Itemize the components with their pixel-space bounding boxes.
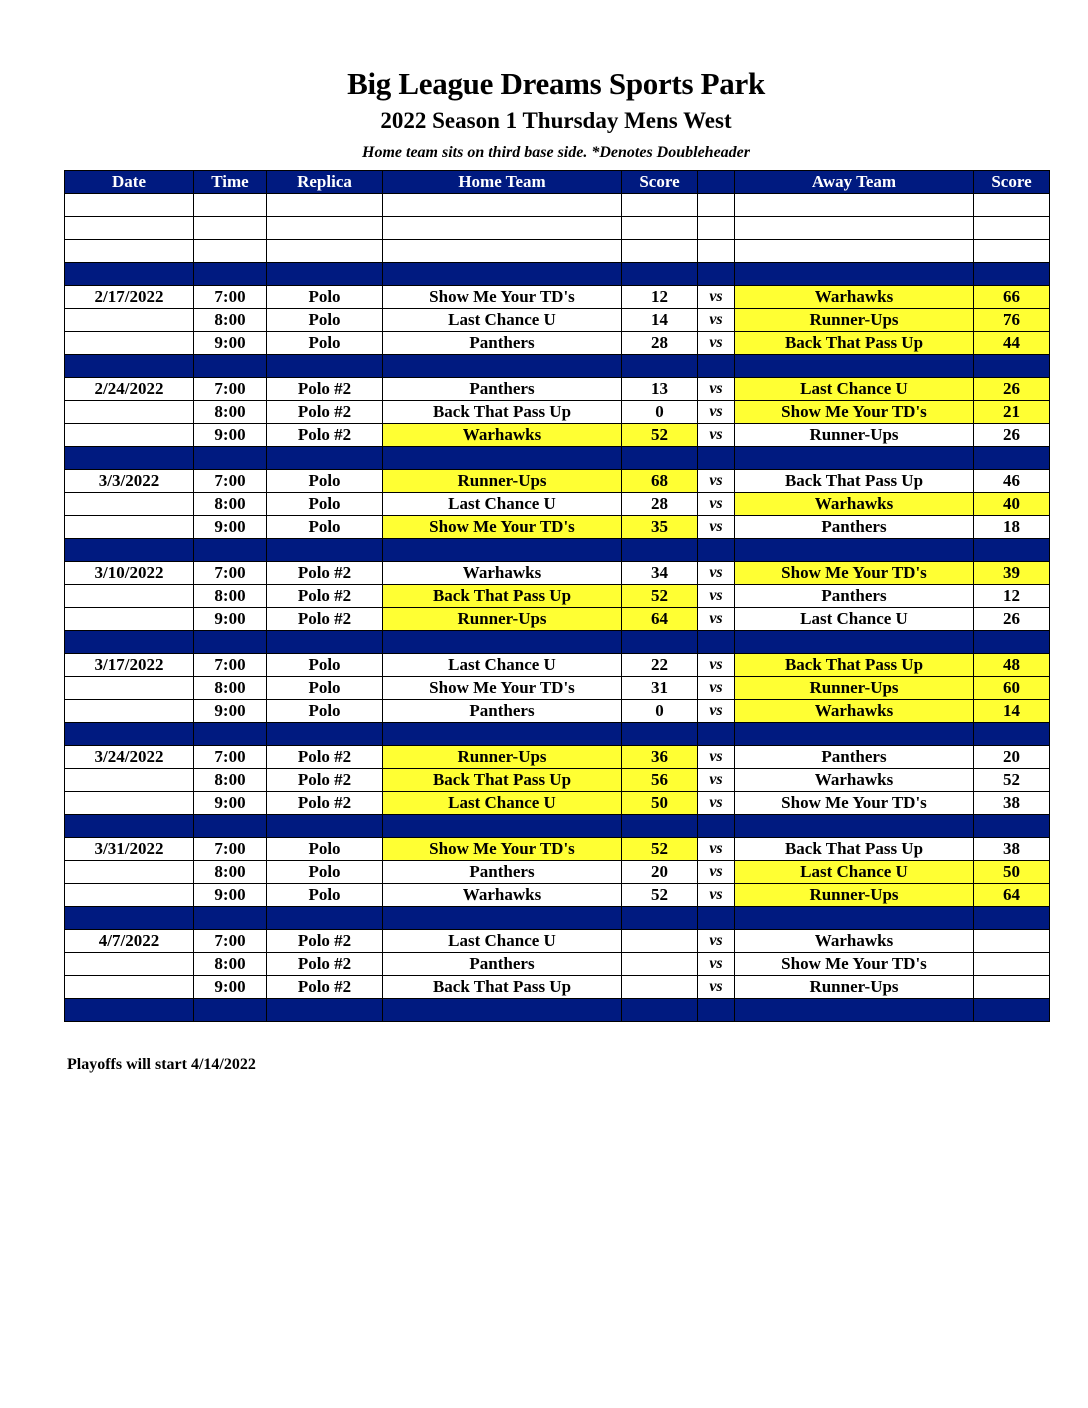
away-team-cell: Warhawks: [735, 769, 974, 792]
home-team-cell: Runner-Ups: [383, 608, 622, 631]
table-row: [65, 401, 1050, 424]
date-cell: 2/17/2022: [65, 286, 194, 309]
separator-row: [65, 907, 1050, 930]
table-row: [65, 746, 1050, 769]
vs-cell: vs: [698, 585, 735, 608]
field-cell: Polo: [267, 838, 383, 861]
time-cell: 7:00: [194, 378, 267, 401]
field-cell: Polo: [267, 470, 383, 493]
date-cell: [65, 953, 194, 976]
field-cell: Polo #2: [267, 930, 383, 953]
separator-row: [65, 631, 1050, 654]
date-cell: 3/3/2022: [65, 470, 194, 493]
date-cell: [65, 332, 194, 355]
date-cell: [65, 608, 194, 631]
home-team-cell: Panthers: [383, 700, 622, 723]
away-score-cell: 18: [974, 516, 1050, 539]
vs-cell: vs: [698, 424, 735, 447]
home-team-cell: Warhawks: [383, 884, 622, 907]
time-cell: 7:00: [194, 654, 267, 677]
away-team-cell: Panthers: [735, 585, 974, 608]
away-team-cell: Last Chance U: [735, 861, 974, 884]
header-note: Home team sits on third base side. *Denotes Doubleheader: [362, 144, 750, 161]
blank-row: [65, 194, 1050, 217]
table-row: [65, 838, 1050, 861]
time-cell: 8:00: [194, 309, 267, 332]
home-score-cell: 64: [622, 608, 698, 631]
home-score-cell: 14: [622, 309, 698, 332]
separator-row: [65, 447, 1050, 470]
away-team-cell: Back That Pass Up: [735, 838, 974, 861]
time-cell: 9:00: [194, 332, 267, 355]
time-cell: 9:00: [194, 700, 267, 723]
home-score-cell: 68: [622, 470, 698, 493]
away-team-cell: Back That Pass Up: [735, 332, 974, 355]
field-cell: Polo: [267, 861, 383, 884]
home-team-cell: Show Me Your TD's: [383, 838, 622, 861]
separator-row: [65, 815, 1050, 838]
away-score-cell: 64: [974, 884, 1050, 907]
home-score-cell: [622, 976, 698, 999]
home-score-cell: 13: [622, 378, 698, 401]
field-cell: Polo: [267, 286, 383, 309]
home-score-cell: 34: [622, 562, 698, 585]
date-cell: [65, 700, 194, 723]
time-cell: 8:00: [194, 677, 267, 700]
date-cell: [65, 884, 194, 907]
home-score-cell: 52: [622, 884, 698, 907]
field-cell: Polo #2: [267, 401, 383, 424]
home-team-cell: Back That Pass Up: [383, 585, 622, 608]
column-header: Score: [974, 171, 1050, 194]
time-cell: 8:00: [194, 493, 267, 516]
away-team-cell: Show Me Your TD's: [735, 953, 974, 976]
table-row: [65, 608, 1050, 631]
away-team-cell: Warhawks: [735, 493, 974, 516]
away-score-cell: 44: [974, 332, 1050, 355]
time-cell: 7:00: [194, 838, 267, 861]
date-cell: 3/24/2022: [65, 746, 194, 769]
away-score-cell: 46: [974, 470, 1050, 493]
away-score-cell: 38: [974, 792, 1050, 815]
home-score-cell: 12: [622, 286, 698, 309]
field-cell: Polo #2: [267, 424, 383, 447]
table-row: [65, 976, 1050, 999]
away-score-cell: [974, 953, 1050, 976]
home-team-cell: Last Chance U: [383, 654, 622, 677]
vs-cell: vs: [698, 608, 735, 631]
home-team-cell: Last Chance U: [383, 309, 622, 332]
field-cell: Polo #2: [267, 953, 383, 976]
vs-cell: vs: [698, 470, 735, 493]
table-row: [65, 861, 1050, 884]
field-cell: Polo: [267, 516, 383, 539]
field-cell: Polo: [267, 677, 383, 700]
vs-cell: vs: [698, 378, 735, 401]
time-cell: 9:00: [194, 792, 267, 815]
home-score-cell: 52: [622, 585, 698, 608]
date-cell: 3/31/2022: [65, 838, 194, 861]
time-cell: 9:00: [194, 516, 267, 539]
table-row: [65, 930, 1050, 953]
vs-cell: vs: [698, 769, 735, 792]
home-team-cell: Runner-Ups: [383, 746, 622, 769]
away-team-cell: Last Chance U: [735, 378, 974, 401]
home-score-cell: [622, 930, 698, 953]
vs-cell: vs: [698, 953, 735, 976]
column-header: Time: [194, 171, 267, 194]
away-team-cell: Warhawks: [735, 930, 974, 953]
date-cell: [65, 516, 194, 539]
vs-cell: vs: [698, 976, 735, 999]
table-row: [65, 424, 1050, 447]
blank-row: [65, 240, 1050, 263]
away-score-cell: 39: [974, 562, 1050, 585]
vs-cell: vs: [698, 654, 735, 677]
date-cell: 3/17/2022: [65, 654, 194, 677]
away-score-cell: 14: [974, 700, 1050, 723]
page-subtitle: 2022 Season 1 Thursday Mens West: [380, 108, 732, 133]
time-cell: 9:00: [194, 884, 267, 907]
footer-note: Playoffs will start 4/14/2022: [67, 1056, 256, 1073]
home-team-cell: Panthers: [383, 953, 622, 976]
away-score-cell: 66: [974, 286, 1050, 309]
vs-cell: vs: [698, 677, 735, 700]
date-cell: [65, 424, 194, 447]
vs-cell: vs: [698, 401, 735, 424]
table-row: [65, 884, 1050, 907]
table-row: [65, 309, 1050, 332]
vs-cell: vs: [698, 562, 735, 585]
time-cell: 7:00: [194, 562, 267, 585]
home-team-cell: Panthers: [383, 378, 622, 401]
field-cell: Polo #2: [267, 769, 383, 792]
home-team-cell: Last Chance U: [383, 792, 622, 815]
time-cell: 7:00: [194, 930, 267, 953]
table-header-row: [65, 171, 1050, 194]
date-cell: [65, 677, 194, 700]
table-row: [65, 677, 1050, 700]
away-score-cell: [974, 930, 1050, 953]
time-cell: 7:00: [194, 470, 267, 493]
date-cell: [65, 401, 194, 424]
away-team-cell: Runner-Ups: [735, 884, 974, 907]
table-row: [65, 516, 1050, 539]
time-cell: 8:00: [194, 861, 267, 884]
away-score-cell: 21: [974, 401, 1050, 424]
table-row: [65, 493, 1050, 516]
home-score-cell: 22: [622, 654, 698, 677]
away-score-cell: 12: [974, 585, 1050, 608]
field-cell: Polo: [267, 493, 383, 516]
time-cell: 7:00: [194, 746, 267, 769]
home-team-cell: Last Chance U: [383, 930, 622, 953]
field-cell: Polo: [267, 884, 383, 907]
time-cell: 9:00: [194, 608, 267, 631]
separator-row: [65, 999, 1050, 1022]
vs-cell: vs: [698, 746, 735, 769]
home-score-cell: [622, 953, 698, 976]
vs-cell: vs: [698, 861, 735, 884]
separator-row: [65, 355, 1050, 378]
time-cell: 8:00: [194, 953, 267, 976]
vs-cell: vs: [698, 493, 735, 516]
table-row: [65, 654, 1050, 677]
date-cell: 4/7/2022: [65, 930, 194, 953]
away-score-cell: 20: [974, 746, 1050, 769]
column-header: Date: [65, 171, 194, 194]
time-cell: 8:00: [194, 585, 267, 608]
vs-cell: vs: [698, 309, 735, 332]
home-score-cell: 52: [622, 424, 698, 447]
away-team-cell: Show Me Your TD's: [735, 401, 974, 424]
table-row: [65, 700, 1050, 723]
column-header: Away Team: [735, 171, 974, 194]
date-cell: [65, 309, 194, 332]
away-team-cell: Warhawks: [735, 700, 974, 723]
home-score-cell: 28: [622, 493, 698, 516]
table-row: [65, 585, 1050, 608]
away-score-cell: 48: [974, 654, 1050, 677]
away-score-cell: 76: [974, 309, 1050, 332]
home-score-cell: 35: [622, 516, 698, 539]
away-score-cell: 26: [974, 424, 1050, 447]
away-team-cell: Runner-Ups: [735, 424, 974, 447]
home-score-cell: 52: [622, 838, 698, 861]
home-score-cell: 20: [622, 861, 698, 884]
home-score-cell: 50: [622, 792, 698, 815]
home-team-cell: Back That Pass Up: [383, 976, 622, 999]
blank-row: [65, 217, 1050, 240]
field-cell: Polo #2: [267, 608, 383, 631]
column-header: [698, 171, 735, 194]
schedule-body: [65, 194, 1050, 1022]
away-score-cell: 50: [974, 861, 1050, 884]
time-cell: 9:00: [194, 424, 267, 447]
date-cell: [65, 861, 194, 884]
vs-cell: vs: [698, 286, 735, 309]
home-score-cell: 0: [622, 401, 698, 424]
date-cell: [65, 585, 194, 608]
separator-row: [65, 539, 1050, 562]
vs-cell: vs: [698, 516, 735, 539]
home-team-cell: Warhawks: [383, 562, 622, 585]
vs-cell: vs: [698, 930, 735, 953]
vs-cell: vs: [698, 838, 735, 861]
date-cell: 2/24/2022: [65, 378, 194, 401]
home-score-cell: 36: [622, 746, 698, 769]
date-cell: 3/10/2022: [65, 562, 194, 585]
away-score-cell: 38: [974, 838, 1050, 861]
home-score-cell: 56: [622, 769, 698, 792]
home-team-cell: Back That Pass Up: [383, 401, 622, 424]
time-cell: 7:00: [194, 286, 267, 309]
away-team-cell: Panthers: [735, 746, 974, 769]
vs-cell: vs: [698, 884, 735, 907]
field-cell: Polo: [267, 700, 383, 723]
table-row: [65, 286, 1050, 309]
away-team-cell: Runner-Ups: [735, 309, 974, 332]
vs-cell: vs: [698, 792, 735, 815]
home-team-cell: Last Chance U: [383, 493, 622, 516]
date-cell: [65, 792, 194, 815]
home-team-cell: Show Me Your TD's: [383, 286, 622, 309]
home-team-cell: Panthers: [383, 861, 622, 884]
vs-cell: vs: [698, 332, 735, 355]
home-team-cell: Back That Pass Up: [383, 769, 622, 792]
away-score-cell: 52: [974, 769, 1050, 792]
away-score-cell: 40: [974, 493, 1050, 516]
home-team-cell: Panthers: [383, 332, 622, 355]
away-team-cell: Warhawks: [735, 286, 974, 309]
away-team-cell: Back That Pass Up: [735, 470, 974, 493]
away-team-cell: Last Chance U: [735, 608, 974, 631]
field-cell: Polo #2: [267, 378, 383, 401]
date-cell: [65, 769, 194, 792]
away-team-cell: Show Me Your TD's: [735, 562, 974, 585]
away-team-cell: Show Me Your TD's: [735, 792, 974, 815]
field-cell: Polo #2: [267, 746, 383, 769]
home-team-cell: Runner-Ups: [383, 470, 622, 493]
table-row: [65, 562, 1050, 585]
time-cell: 9:00: [194, 976, 267, 999]
away-team-cell: Panthers: [735, 516, 974, 539]
away-score-cell: [974, 976, 1050, 999]
home-team-cell: Show Me Your TD's: [383, 516, 622, 539]
home-team-cell: Warhawks: [383, 424, 622, 447]
field-cell: Polo #2: [267, 976, 383, 999]
home-score-cell: 0: [622, 700, 698, 723]
field-cell: Polo: [267, 332, 383, 355]
separator-row: [65, 263, 1050, 286]
table-row: [65, 470, 1050, 493]
date-cell: [65, 493, 194, 516]
column-header: Home Team: [383, 171, 622, 194]
table-row: [65, 792, 1050, 815]
field-cell: Polo: [267, 654, 383, 677]
time-cell: 8:00: [194, 769, 267, 792]
home-score-cell: 28: [622, 332, 698, 355]
away-score-cell: 60: [974, 677, 1050, 700]
schedule-table: [64, 170, 1050, 1022]
away-team-cell: Back That Pass Up: [735, 654, 974, 677]
home-score-cell: 31: [622, 677, 698, 700]
field-cell: Polo: [267, 309, 383, 332]
away-score-cell: 26: [974, 608, 1050, 631]
vs-cell: vs: [698, 700, 735, 723]
separator-row: [65, 723, 1050, 746]
date-cell: [65, 976, 194, 999]
table-row: [65, 378, 1050, 401]
away-score-cell: 26: [974, 378, 1050, 401]
page-title: Big League Dreams Sports Park: [347, 66, 765, 101]
table-row: [65, 332, 1050, 355]
column-header: Score: [622, 171, 698, 194]
field-cell: Polo #2: [267, 562, 383, 585]
away-team-cell: Runner-Ups: [735, 976, 974, 999]
away-team-cell: Runner-Ups: [735, 677, 974, 700]
time-cell: 8:00: [194, 401, 267, 424]
field-cell: Polo #2: [267, 792, 383, 815]
column-header: Replica: [267, 171, 383, 194]
table-row: [65, 953, 1050, 976]
home-team-cell: Show Me Your TD's: [383, 677, 622, 700]
field-cell: Polo #2: [267, 585, 383, 608]
table-row: [65, 769, 1050, 792]
